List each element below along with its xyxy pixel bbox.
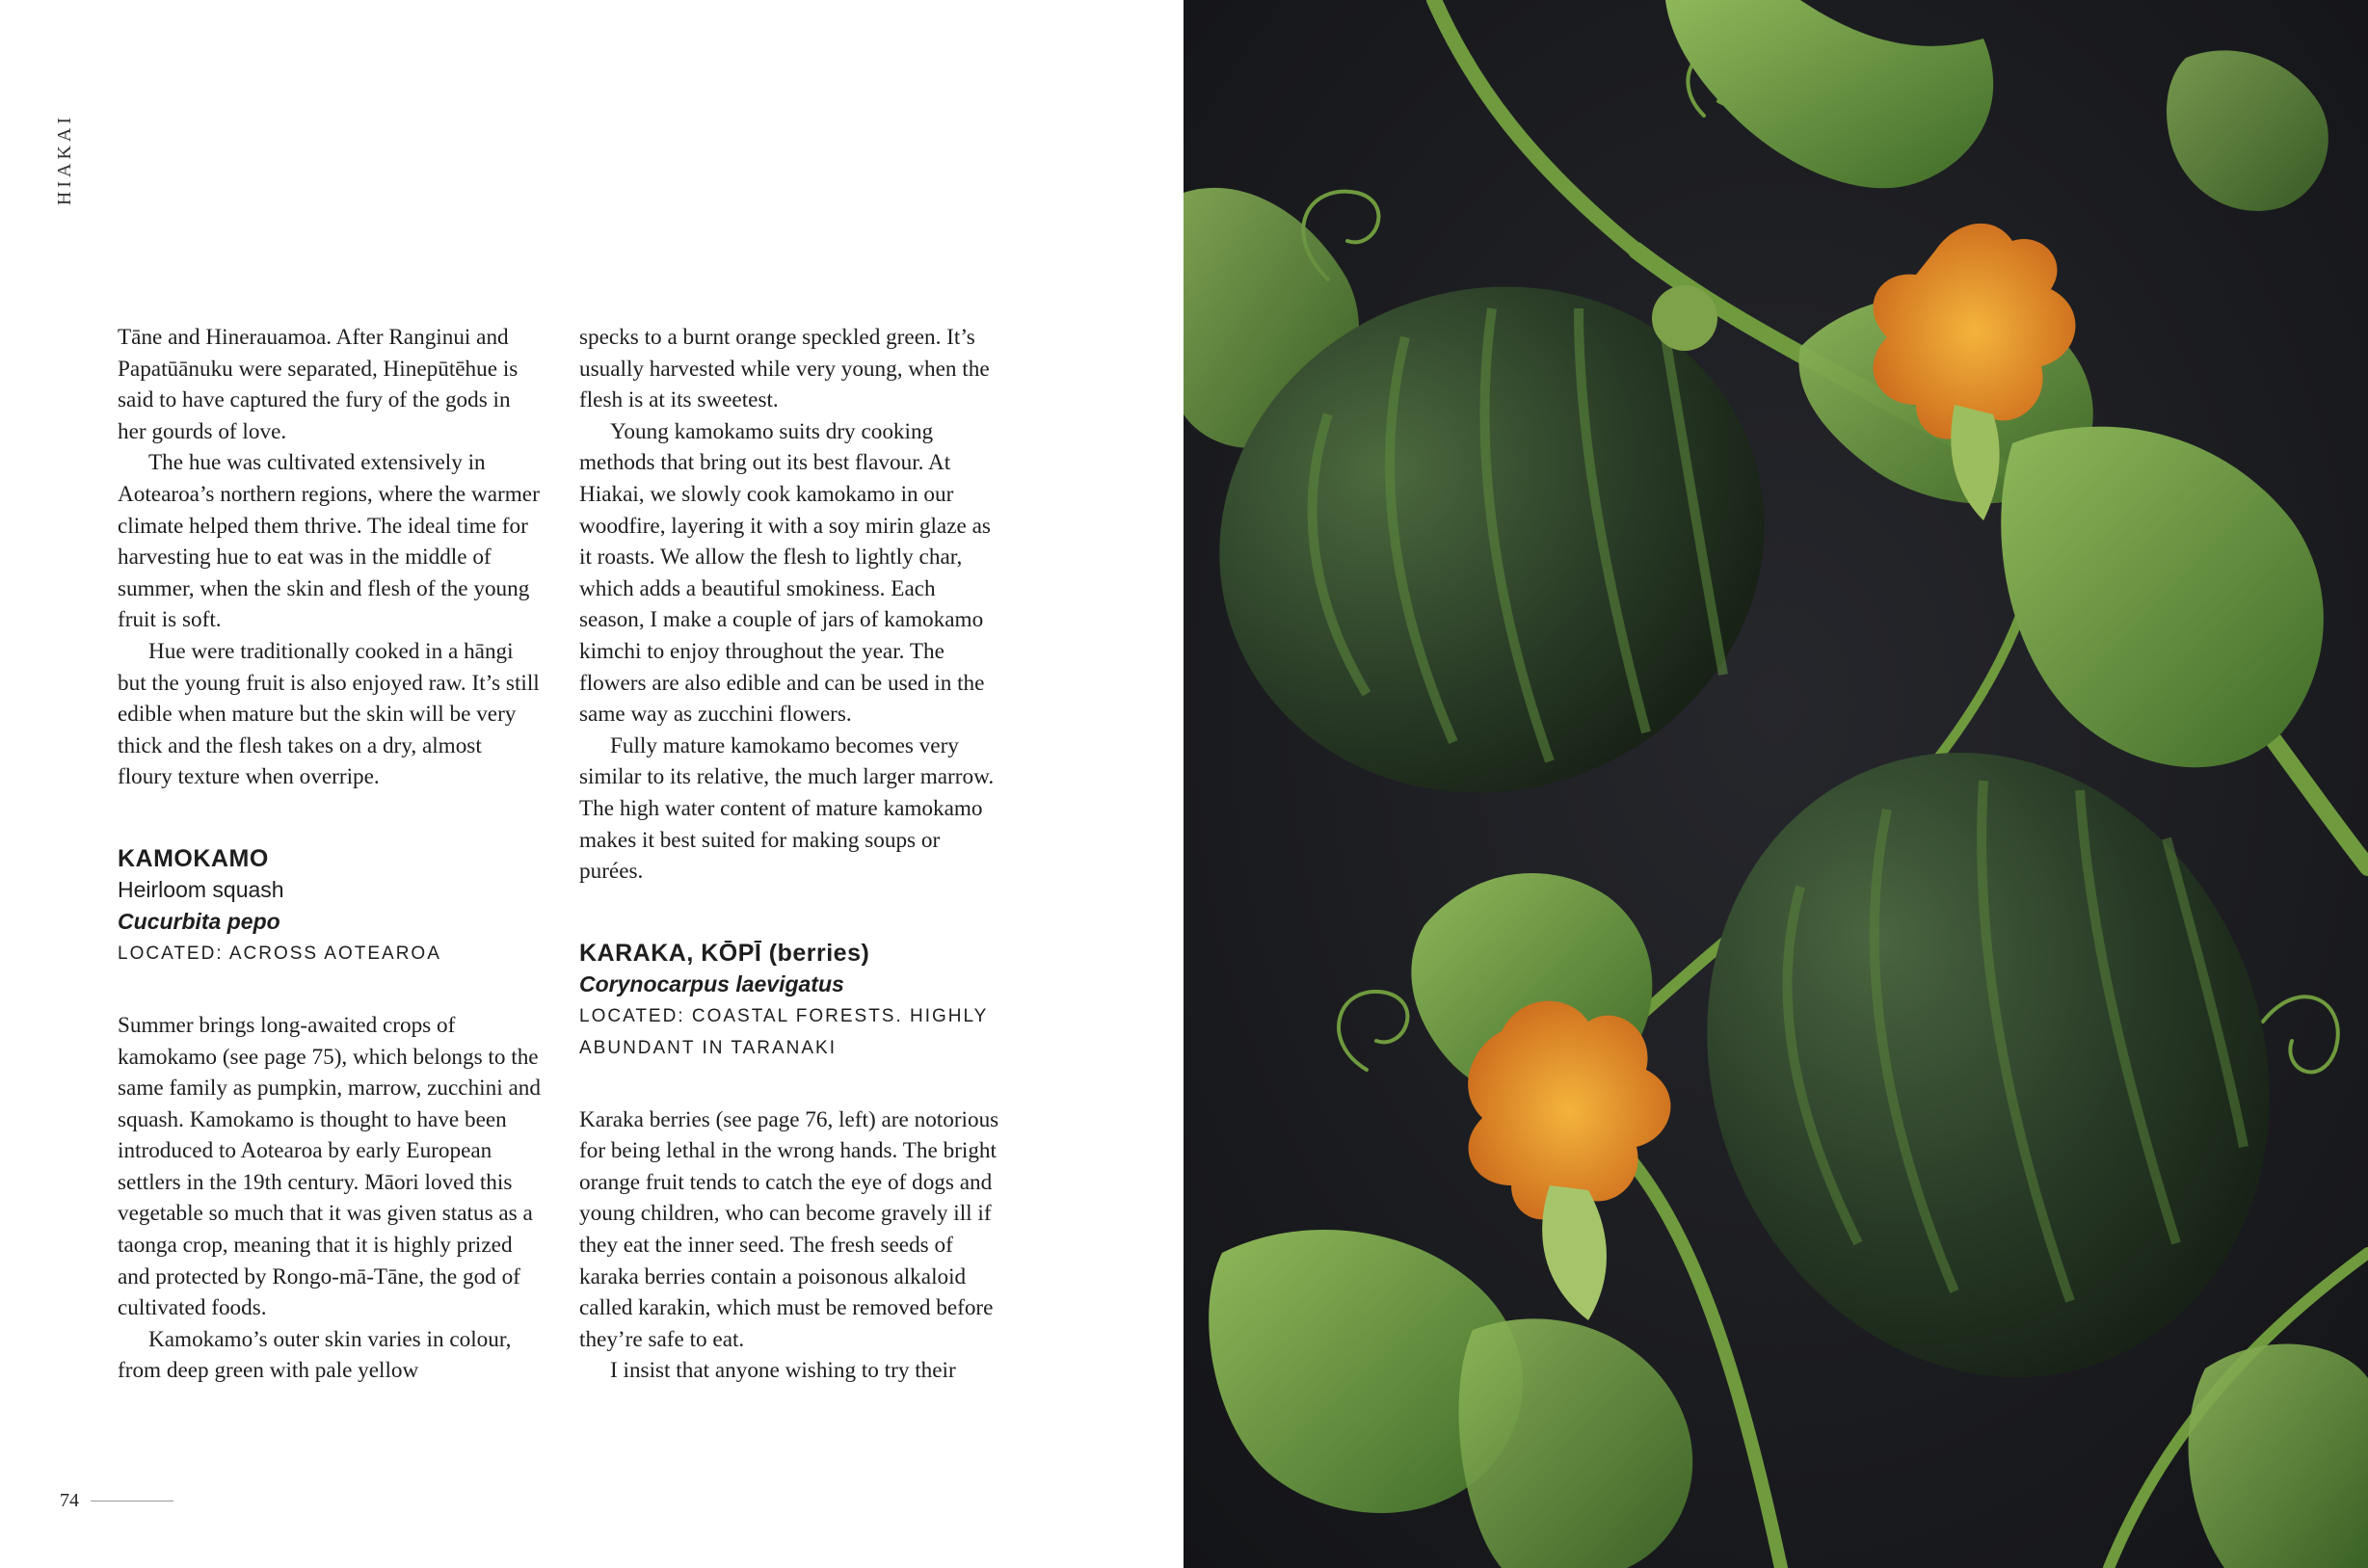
paragraph: Young kamokamo suits dry cooking methods that bring out its best flavour. At Hiakai, we slowly cook kamokamo in our woodfire, layering it with a soy mirin glaze as it roasts. We allow the flesh to lightly char, which adds a beautiful smokiness. Each season, I make a couple of jars of kamokamo kimchi to enjoy throughout the year. The flowers are also edible and can be used in the same way as zucchini flowers. xyxy=(579,418,991,728)
entry-subtitle: Heirloom squash xyxy=(118,876,284,902)
entry-title: KARAKA, KŌPĪ (berries) xyxy=(579,939,870,967)
folio-rule xyxy=(91,1501,173,1502)
paragraph: I insist that anyone wishing to try their xyxy=(610,1358,956,1384)
paragraph: Kamokamo’s outer skin varies in colour, from deep green with pale yellow xyxy=(118,1326,512,1384)
entry-heading-kamokamo xyxy=(118,843,542,970)
entry-latin-name: Cucurbita pepo xyxy=(118,908,280,934)
text-column-1 xyxy=(118,322,542,1387)
paragraph: Summer brings long-awaited crops of kamokamo (see page 75), which belongs to the same family as pumpkin, marrow, zucchini and squash. Kamokamo is thought to have been introduced to Aotearoa by early European settlers in the 19th century. Māori loved this vegetable so much that it was given status as a taonga crop, meaning that it is highly prized and protected by Rongo-mā-Tāne, the god of cultivated foods. xyxy=(118,1012,541,1321)
entry-latin-name: Corynocarpus laevigatus xyxy=(579,970,844,997)
folio-number: 74 xyxy=(60,1490,79,1511)
entry-location: LOCATED: COASTAL FORESTS. HIGHLY ABUNDANT IN TARANAKI xyxy=(579,1005,989,1058)
running-head: HIAKAI xyxy=(54,114,75,206)
text-column-2 xyxy=(579,322,1003,1387)
paragraph: Fully mature kamokamo becomes very similar to its relative, the much larger marrow. The high water content of mature kamokamo makes it best suited for making soups or purées. xyxy=(579,732,995,885)
entry-title: KAMOKAMO xyxy=(118,844,269,872)
entry-heading-karaka xyxy=(579,938,1003,1064)
paragraph: The hue was cultivated extensively in Aotearoa’s northern regions, where the warmer climate helped them thrive. The ideal time for harvesting hue to eat was in the middle of summer, when the skin and flesh of the young fruit is soft. xyxy=(118,450,540,633)
paragraph: Hue were traditionally cooked in a hāngi but the young fruit is also enjoyed raw. It’s still edible when mature but the skin will be very thick and the flesh takes on a dry, almost floury texture when overripe. xyxy=(118,638,540,790)
squash-stem-top xyxy=(1652,285,1717,351)
paragraph: specks to a burnt orange speckled green. It’s usually harvested while very young, when the flesh is at its sweetest. xyxy=(579,325,990,413)
kamokamo-illustration xyxy=(1184,0,2368,1568)
entry-location: LOCATED: ACROSS AOTEAROA xyxy=(118,943,441,964)
paragraph: Karaka berries (see page 76, left) are notorious for being lethal in the wrong hands. The bright orange fruit tends to catch the eye of dogs and young children, who can become gravely ill if they eat the inner seed. The fresh seeds of karaka berries contain a poisonous alkaloid called karakin, which must be removed before they’re safe to eat. xyxy=(579,1106,999,1352)
kamokamo-photo xyxy=(1184,0,2368,1568)
paragraph: Tāne and Hinerauamoa. After Ranginui and Papatūānuku were separated, Hinepūtēhue is said to have captured the fury of the gods in her gourds of love. xyxy=(118,325,519,444)
page-number xyxy=(60,1490,173,1512)
